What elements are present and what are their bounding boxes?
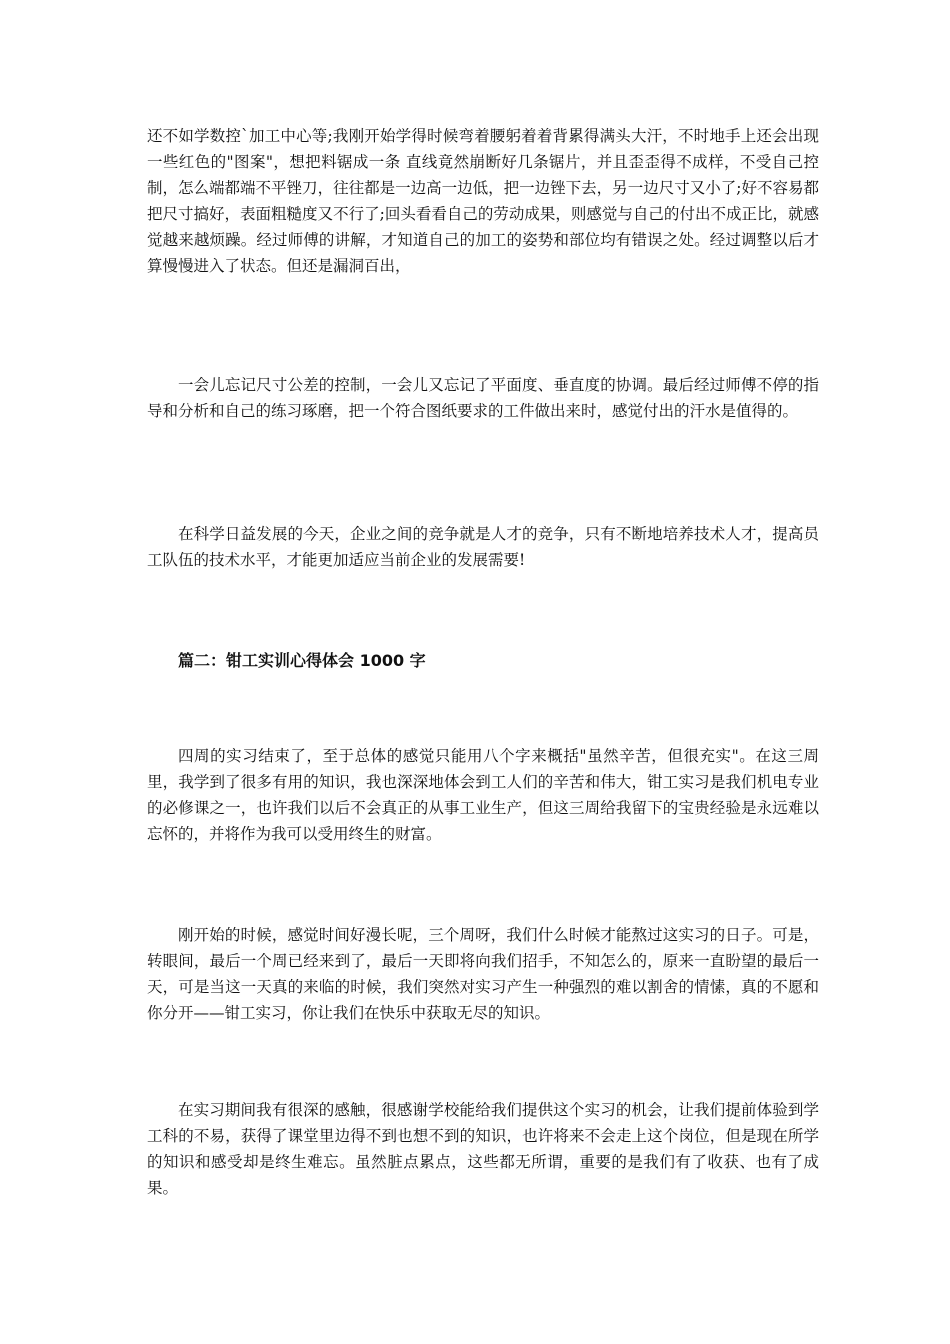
paragraph-tolerance: 一会儿忘记尺寸公差的控制，一会儿又忘记了平面度、垂直度的协调。最后经过师傅不停的指导和分析和自己的练习琢磨，把一个符合图纸要求的工件做出来时，感觉付出的汗水是值得的。 [147, 376, 819, 420]
paragraph-beginning: 刚开始的时候，感觉时间好漫长呢，三个周呀，我们什么时候才能熬过这实习的日子。可是，转眼间，最后一个周已经来到了，最后一天即将向我们招手，不知怎么的，原来一直盼望的最后一天，可是当这一天真的来临的时候，我们突然对实习产生一种强烈的难以割舍的情愫，真的不愿和你分开——钳工实习，你让我们在快乐中获取无尽的知识。 [147, 926, 819, 1022]
section-heading: 篇二：钳工实训心得体会 1000 字 [178, 651, 426, 670]
paragraph-talent: 在科学日益发展的今天，企业之间的竞争就是人才的竞争，只有不断地培养技术人才，提高员工队伍的技术水平，才能更加适应当前企业的发展需要! [147, 525, 819, 569]
paragraph-continued: 还不如学数控`加工中心等;我刚开始学得时候弯着腰躬着着背累得满头大汗，不时地手上还会出现一些红色的"图案"，想把料锯成一条 直线竟然崩断好几条锯片，并且歪歪得不成样，不受自己控制，怎么端都端不平锉刀，往往都是一边高一边低，把一边锉下去，另一边尺寸又小了;好不容易都把尺寸搞好，表面粗糙度又不行了;回头看看自己的劳动成果，则感觉与自己的付出不成正比，就感觉越来越烦躁。经过师傅的讲解，才知道自己的加工的姿势和部位均有错误之处。经过调整以后才算慢慢进入了状态。但还是漏洞百出， [147, 127, 819, 275]
paragraph-feelings: 在实习期间我有很深的感触，很感谢学校能给我们提供这个实习的机会，让我们提前体验到学工科的不易，获得了课堂里边得不到也想不到的知识，也许将来不会走上这个岗位，但是现在所学的知识和感受却是终生难忘。虽然脏点累点，这些都无所谓，重要的是我们有了收获、也有了成果。 [147, 1101, 819, 1197]
paragraph-summary: 四周的实习结束了，至于总体的感觉只能用八个字来概括"虽然辛苦，但很充实"。在这三周里，我学到了很多有用的知识，我也深深地体会到工人们的辛苦和伟大，钳工实习是我们机电专业的必修课之一，也许我们以后不会真正的从事工业生产，但这三周给我留下的宝贵经验是永远难以忘怀的，并将作为我可以受用终生的财富。 [147, 747, 819, 843]
